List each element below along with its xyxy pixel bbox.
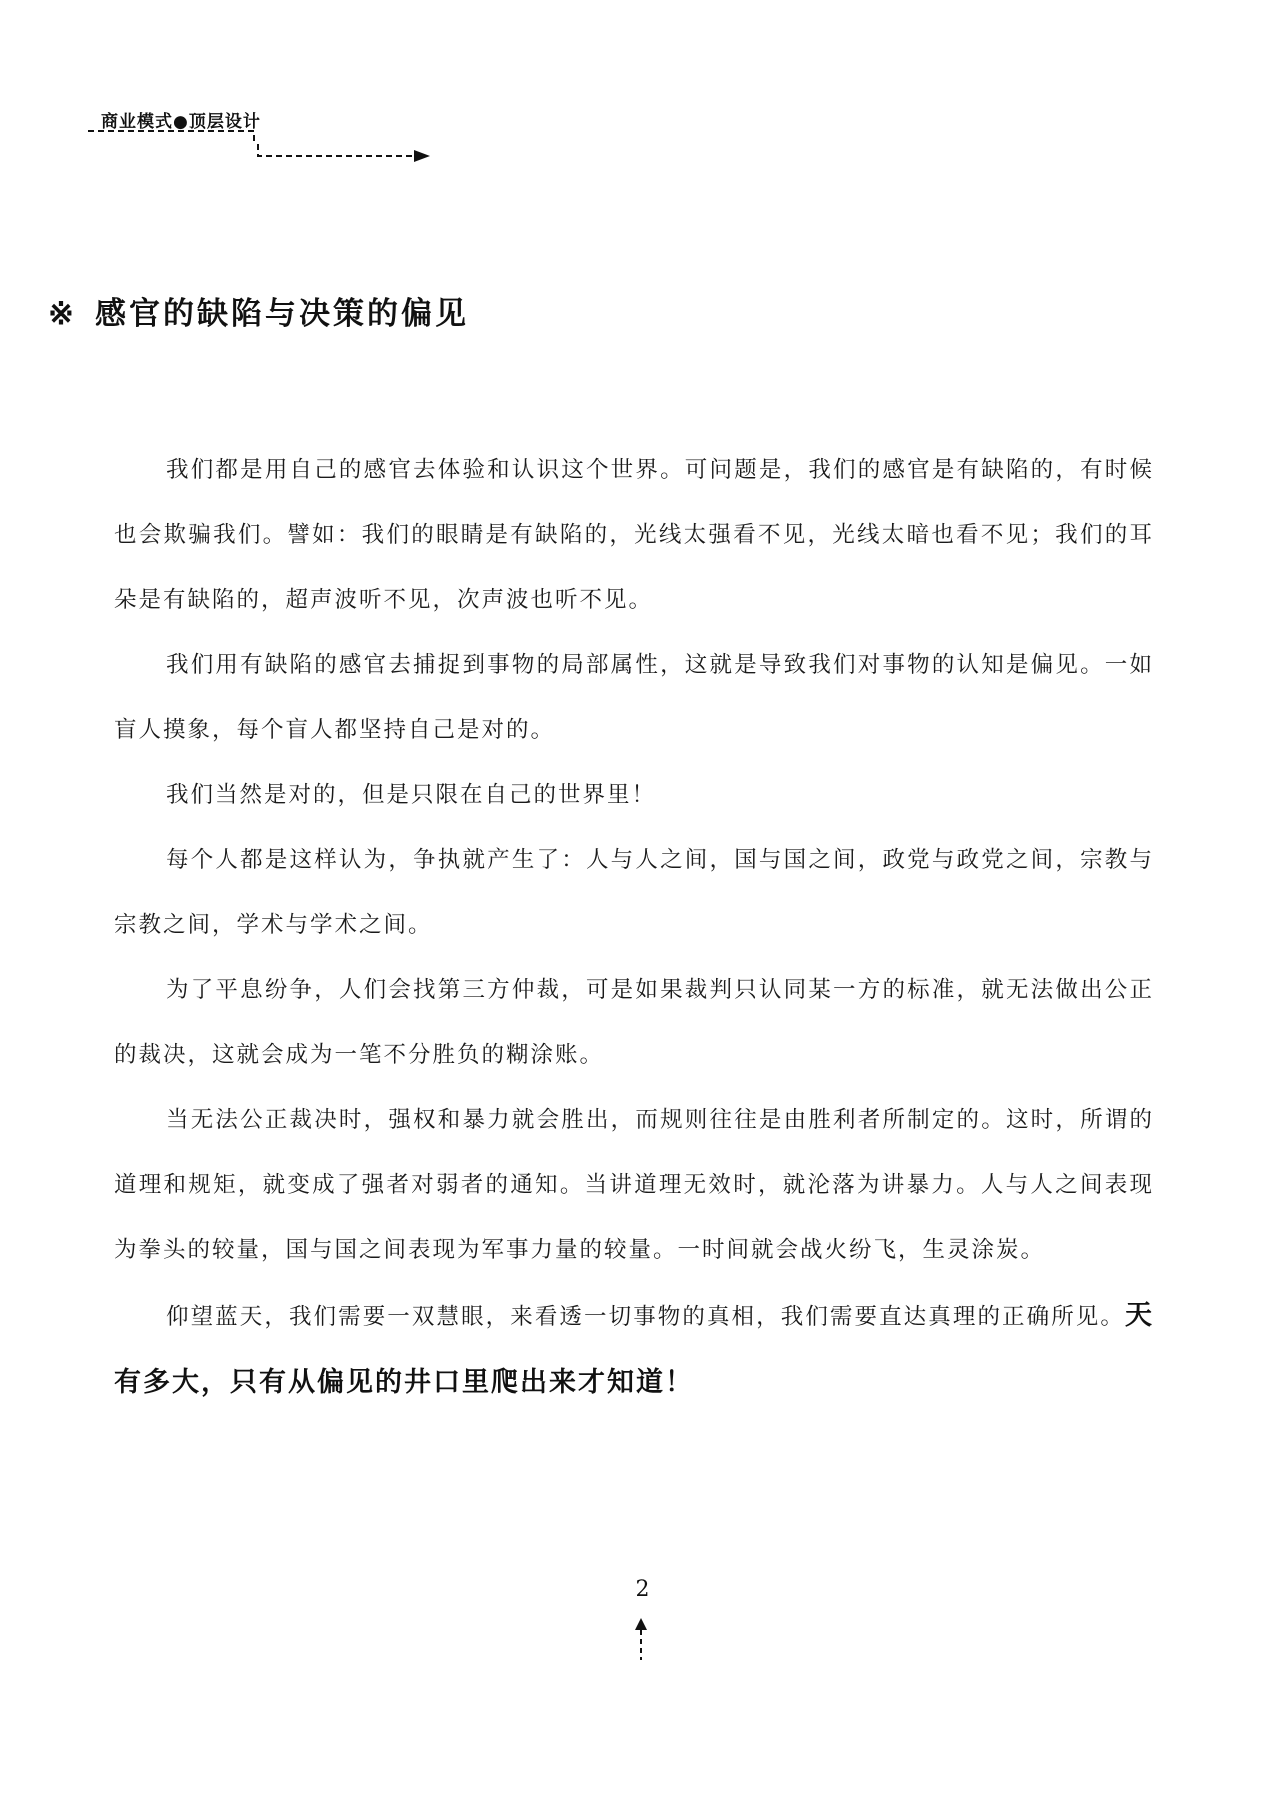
dashed-up-arrow-icon: [631, 1618, 651, 1660]
paragraph: 当无法公正裁决时，强权和暴力就会胜出，而规则往往是由胜利者所制定的。这时，所谓的道理和规矩，就变成了强者对弱者的通知。当讲道理无效时，就沦落为讲暴力。人与人之间表现为拳头的较量，国与国之间表现为军事力量的较量。一时间就会战火纷飞，生灵涂炭。: [114, 1107, 1154, 1263]
reference-mark-icon: ※: [48, 296, 77, 332]
closing-paragraph: [114, 1283, 1154, 1417]
dashed-step-arrow-icon: [88, 128, 508, 168]
paragraph: 我们用有缺陷的感官去捕捉到事物的局部属性，这就是导致我们对事物的认知是偏见。一如盲人摸象，每个盲人都坚持自己是对的。: [114, 652, 1154, 743]
paragraph: 每个人都是这样认为，争执就产生了：人与人之间，国与国之间，政党与政党之间，宗教与宗教之间，学术与学术之间。: [114, 847, 1154, 938]
section-title-text: 感官的缺陷与决策的偏见: [94, 296, 469, 332]
page-number: 2: [635, 1577, 650, 1602]
running-header: 商业模式●顶层设计: [101, 112, 261, 132]
closing-paragraph-lead: 仰望蓝天，我们需要一双慧眼，来看透一切事物的真相，我们需要直达真理的正确所见。: [166, 1304, 1125, 1330]
paragraph: 为了平息纷争，人们会找第三方仲裁，可是如果裁判只认同某一方的标准，就无法做出公正的裁决，这就会成为一笔不分胜负的糊涂账。: [114, 977, 1154, 1068]
closing-emphasis: 天有多大，只有从偏见的井口里爬出来才知道！: [114, 1300, 1154, 1398]
paragraph: 我们都是用自己的感官去体验和认识这个世界。可问题是，我们的感官是有缺陷的，有时候也会欺骗我们。譬如：我们的眼睛是有缺陷的，光线太强看不见，光线太暗也看不见；我们的耳朵是有缺陷的，超声波听不见，次声波也听不见。: [114, 457, 1154, 613]
paragraph: 我们当然是对的，但是只限在自己的世界里！: [166, 782, 657, 808]
section-title: [48, 288, 469, 333]
body-text: [114, 438, 1154, 1417]
